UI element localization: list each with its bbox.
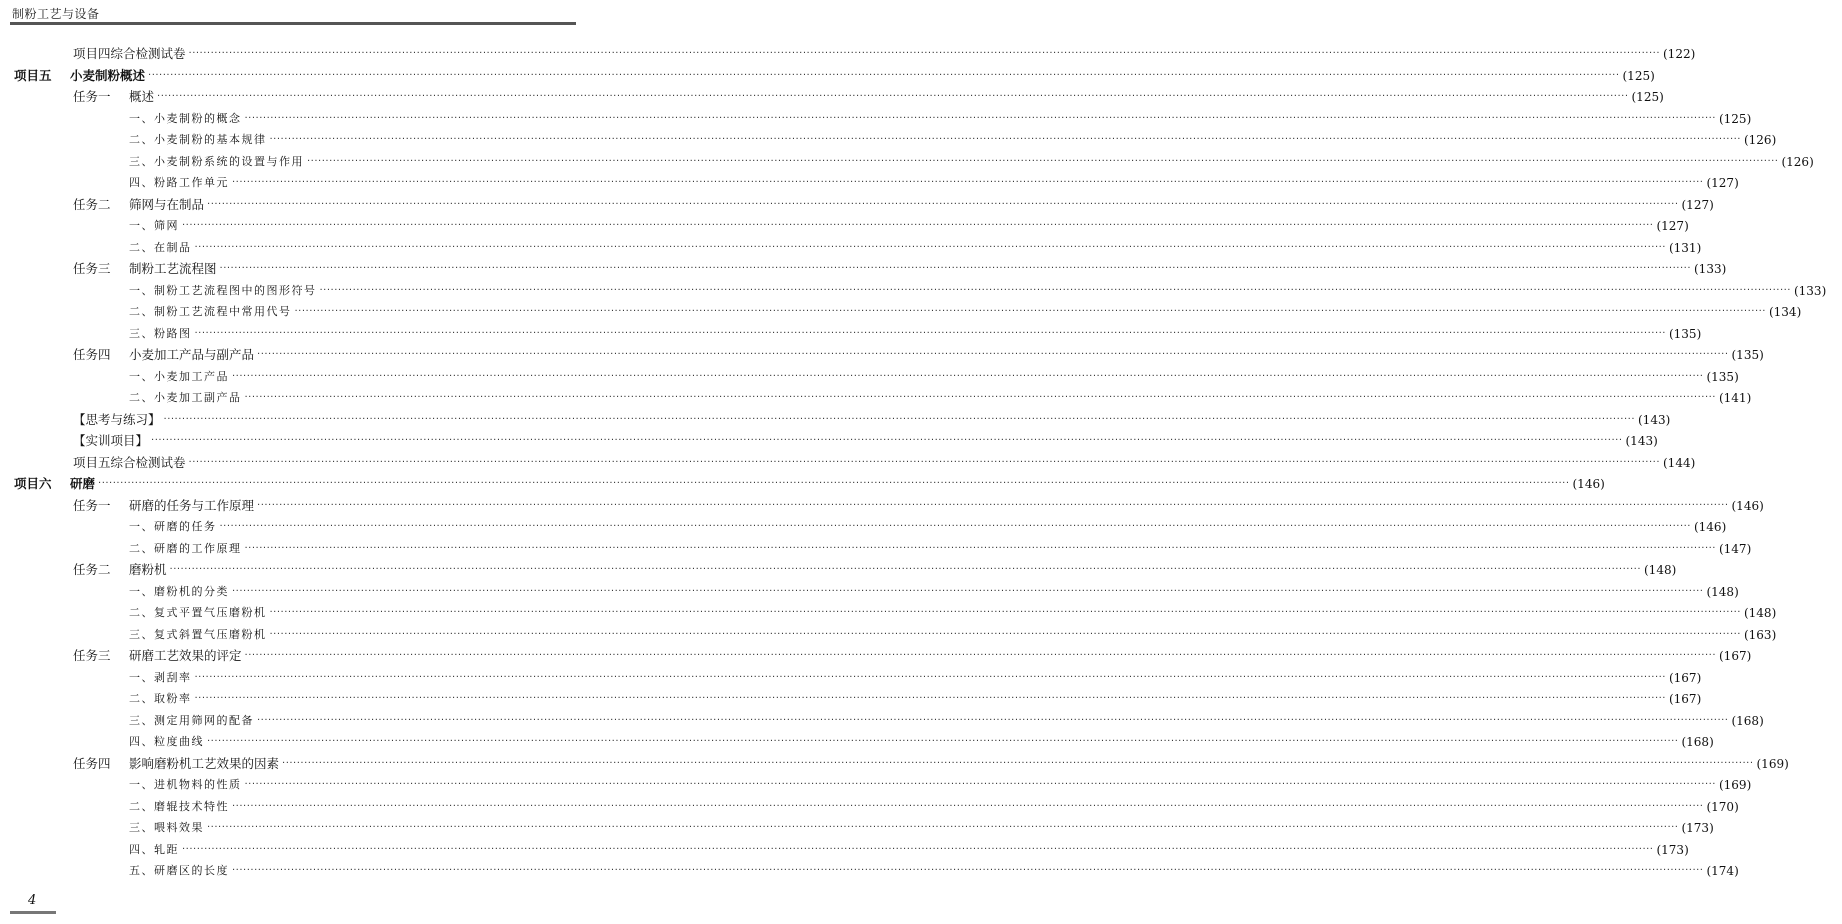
toc-entry-title: 五、研磨区的长度 — [129, 864, 229, 877]
toc-entry — [0, 281, 1827, 301]
toc-entry-title-group — [129, 711, 254, 731]
toc-entry-title: 概述 — [129, 89, 155, 104]
toc-entry-title: 研磨 — [70, 476, 96, 491]
dot-leader: ················································································································································································································································································································································································································ — [194, 671, 1666, 683]
toc-entry-title-group — [129, 582, 229, 602]
toc-entry — [0, 732, 1714, 752]
toc-entry-label: 任务一 — [73, 89, 111, 104]
toc-entry — [0, 259, 1727, 279]
toc-entry-title-group — [73, 44, 186, 64]
toc-entry-title: 四、轧距 — [129, 842, 179, 856]
toc-entry-label: 任务四 — [73, 347, 111, 362]
dot-leader: ················································································································································································································································································································································································································ — [207, 198, 1679, 210]
toc-entry-title: 一、制粉工艺流程图中的图形符号 — [129, 283, 317, 297]
toc-entry — [0, 238, 1702, 258]
toc-entry-title-group — [129, 689, 192, 709]
toc-entry-title-group — [14, 474, 95, 494]
dot-leader: ················································································································································································································································································································································································································ — [232, 800, 1704, 812]
toc-entry-label: 任务三 — [73, 261, 111, 276]
toc-entry-page: (144) — [1663, 455, 1696, 470]
toc-entry-page: (135) — [1706, 369, 1739, 384]
toc-entry-title-group — [73, 646, 242, 666]
toc-entry-page: (174) — [1706, 864, 1739, 878]
toc-entry-title-group — [73, 410, 161, 430]
toc-entry-title-group — [129, 732, 204, 752]
toc-entry-page: (141) — [1718, 391, 1752, 405]
toc-entry-title-group — [129, 775, 242, 795]
toc-entry — [0, 603, 1777, 623]
dot-leader: ················································································································································································································································································································································································································ — [188, 48, 1660, 59]
toc-entry-title-group — [73, 453, 186, 473]
toc-entry-label: 任务一 — [73, 497, 111, 513]
toc-entry-title: 三、喂料效果 — [129, 821, 204, 834]
toc-entry-title: 二、复式平置气压磨粉机 — [129, 606, 267, 619]
dot-leader: ················································································································································································································································································································································································································ — [151, 435, 1623, 446]
dot-leader: ················································································································································································································································································································································································································ — [244, 112, 1716, 124]
toc-entry-title: 一、剥刮率 — [129, 670, 192, 684]
toc-entry-label: 任务二 — [73, 562, 111, 577]
toc-entry-page: (135) — [1668, 326, 1702, 341]
toc-entry — [0, 754, 1789, 774]
dot-leader: ················································································································································································································································································································································································································ — [157, 91, 1629, 102]
toc-entry-page: (143) — [1625, 434, 1658, 448]
toc-entry-title-group — [129, 324, 192, 344]
toc-entry-page: (167) — [1719, 649, 1752, 663]
toc-entry-page: (133) — [1694, 262, 1727, 276]
dot-leader: ················································································································································································································································································································································································································ — [194, 693, 1666, 704]
toc-entry-title-group — [129, 603, 267, 623]
dot-leader: ················································································································································································································································································································································································································ — [282, 757, 1754, 769]
dot-leader: ················································································································································································································································································································································································································ — [219, 263, 1691, 274]
dot-leader: ················································································································································································································································································································································································································ — [194, 241, 1666, 253]
toc-entry-title-group — [129, 818, 204, 838]
toc-entry — [0, 582, 1739, 602]
toc-entry — [0, 453, 1696, 473]
toc-entry — [0, 840, 1689, 860]
toc-entry-title: 小麦制粉概述 — [70, 67, 146, 83]
toc-entry-page: (148) — [1644, 563, 1677, 577]
toc-entry-title-group — [129, 130, 267, 150]
toc-entry — [0, 216, 1689, 236]
toc-entry — [0, 152, 1814, 172]
toc-entry-title-group — [129, 840, 179, 860]
dot-leader: ················································································································································································································································································································································································································ — [182, 843, 1654, 855]
toc-entry — [0, 44, 1696, 64]
toc-entry — [0, 367, 1739, 387]
toc-entry-title: 四、粉路工作单元 — [129, 176, 229, 189]
toc-entry-title-group — [129, 861, 229, 881]
toc-entry — [0, 66, 1655, 86]
toc-entry — [0, 431, 1658, 451]
dot-leader: ················································································································································································································································································································································································································ — [182, 220, 1654, 231]
toc-entry — [0, 668, 1702, 688]
toc-entry-title: 二、取粉率 — [129, 692, 192, 705]
dot-leader: ················································································································································································································································································································································································································ — [232, 370, 1704, 382]
toc-entry-title-group — [129, 173, 229, 193]
dot-leader: ················································································································································································································································································································································································································ — [148, 69, 1620, 81]
toc-entry-page: (127) — [1656, 219, 1689, 233]
dot-leader: ················································································································································································································································································································································································································ — [232, 865, 1704, 876]
toc-entry-title: 一、进机物料的性质 — [129, 778, 242, 791]
toc-entry-page: (127) — [1681, 197, 1714, 212]
toc-entry — [0, 539, 1752, 559]
toc-entry-title-group — [129, 517, 217, 537]
toc-entry — [0, 689, 1702, 709]
toc-entry-page: (146) — [1693, 520, 1727, 534]
toc-entry — [0, 625, 1777, 645]
toc-entry-title-group — [129, 109, 242, 129]
toc-entry-title-group — [129, 281, 317, 301]
running-header-title: 制粉工艺与设备 — [12, 7, 100, 21]
toc-entry-title: 二、磨辊技术特性 — [129, 799, 229, 813]
toc-entry — [0, 130, 1777, 150]
toc-entry — [0, 173, 1739, 193]
toc-entry — [0, 775, 1752, 795]
toc-entry-page: (122) — [1663, 47, 1696, 61]
toc-entry — [0, 87, 1664, 107]
dot-leader: ················································································································································································································································································································································································································ — [244, 779, 1716, 790]
toc-entry-title: 一、筛网 — [129, 219, 179, 232]
toc-entry-title: 【思考与练习】 — [73, 411, 161, 427]
toc-entry — [0, 345, 1764, 365]
toc-entry-title-group — [73, 754, 279, 774]
toc-entry-title-group — [129, 152, 304, 172]
toc-entry-page: (167) — [1668, 692, 1702, 706]
dot-leader: ················································································································································································································································································································································································································ — [257, 349, 1729, 360]
toc-entry-label: 任务三 — [73, 648, 111, 663]
toc-entry-title: 影响磨粉机工艺效果的因素 — [129, 755, 280, 771]
toc-entry-page: (148) — [1743, 606, 1777, 620]
toc-entry-page: (125) — [1622, 68, 1655, 83]
toc-entry-title: 二、在制品 — [129, 240, 192, 254]
dot-leader: ················································································································································································································································································································································································································ — [188, 456, 1660, 468]
toc-entry-title: 三、小麦制粉系统的设置与作用 — [129, 154, 304, 168]
toc-entry-page: (146) — [1731, 498, 1764, 513]
dot-leader: ················································································································································································································································································································································································································ — [98, 478, 1570, 489]
dot-leader: ················································································································································································································································································································································································································ — [257, 499, 1729, 511]
toc-entry-page: (134) — [1768, 305, 1802, 319]
toc-entry-title: 项目五综合检测试卷 — [73, 454, 186, 470]
toc-entry — [0, 818, 1714, 838]
toc-entry-page: (167) — [1668, 670, 1702, 685]
toc-entry-page: (126) — [1743, 133, 1777, 147]
dot-leader: ················································································································································································································································································································································································································ — [169, 564, 1641, 575]
toc-entry-title: 一、磨粉机的分类 — [129, 584, 229, 598]
dot-leader: ················································································································································································································································································································································································································ — [244, 392, 1716, 403]
toc-entry-title: 制粉工艺流程图 — [129, 261, 217, 276]
dot-leader: ················································································································································································································································································································································································································ — [269, 628, 1741, 640]
toc-entry-title-group — [129, 625, 267, 645]
toc-entry-title-group — [73, 560, 167, 580]
dot-leader: ················································································································································································································································································································································································································ — [244, 542, 1716, 554]
dot-leader: ················································································································································································································································································································································································································ — [207, 822, 1679, 833]
dot-leader: ················································································································································································································································································································································································································ — [232, 177, 1704, 188]
toc-entry — [0, 388, 1752, 408]
toc-entry-page: (168) — [1731, 713, 1764, 728]
toc-entry-title: 二、制粉工艺流程中常用代号 — [129, 305, 292, 318]
toc-entry-title-group — [129, 216, 179, 236]
toc-entry-title-group — [129, 388, 242, 408]
toc-entry-label: 任务二 — [73, 196, 111, 212]
toc-entry-page: (168) — [1681, 735, 1714, 749]
dot-leader: ················································································································································································································································································································································································································ — [244, 650, 1716, 661]
toc-entry-page: (133) — [1793, 283, 1827, 298]
toc-entry-page: (173) — [1681, 821, 1714, 835]
toc-entry-title: 二、小麦加工副产品 — [129, 391, 242, 404]
toc-entry — [0, 560, 1677, 580]
toc-entry-title: 三、复式斜置气压磨粉机 — [129, 627, 267, 641]
dot-leader: ················································································································································································································································································································································································································ — [194, 327, 1666, 339]
toc-entry-title: 研磨工艺效果的评定 — [129, 648, 242, 663]
toc-entry-page: (131) — [1668, 240, 1702, 255]
toc-entry-title-group — [129, 668, 192, 688]
toc-entry-title-group — [73, 496, 254, 516]
toc-entry-title-group — [73, 195, 204, 215]
dot-leader: ················································································································································································································································································································································································································ — [163, 413, 1635, 425]
dot-leader: ················································································································································································································································································································································································································ — [269, 134, 1741, 145]
toc-entry-title: 四、粒度曲线 — [129, 735, 204, 748]
toc-entry-title-group — [73, 259, 217, 279]
header-rule — [10, 22, 576, 25]
toc-entry-title-group — [129, 302, 292, 322]
dot-leader: ················································································································································································································································································································································································································ — [294, 306, 1766, 317]
toc-entry-title: 三、测定用筛网的配备 — [129, 713, 254, 727]
toc-entry-title: 研磨的任务与工作原理 — [129, 497, 255, 513]
toc-entry-title: 一、小麦加工产品 — [129, 369, 229, 383]
page-number: 4 — [28, 893, 37, 908]
toc-entry-page: (143) — [1638, 412, 1671, 427]
toc-entry-title: 一、小麦制粉的概念 — [129, 111, 242, 125]
toc-entry-label: 项目五 — [14, 67, 52, 83]
toc-entry-title: 二、小麦制粉的基本规律 — [129, 133, 267, 146]
toc-entry-page: (173) — [1656, 842, 1689, 857]
toc-entry-title-group — [73, 431, 148, 451]
toc-entry-page: (125) — [1631, 90, 1664, 104]
toc-entry-page: (146) — [1572, 477, 1605, 491]
toc-entry — [0, 474, 1605, 494]
toc-entry — [0, 302, 1802, 322]
toc-entry — [0, 517, 1727, 537]
toc-entry-page: (148) — [1706, 584, 1739, 599]
dot-leader: ················································································································································································································································································································································································································ — [232, 585, 1704, 597]
toc-entry-title: 磨粉机 — [129, 562, 167, 577]
toc-entry-page: (127) — [1706, 176, 1739, 190]
toc-entry-title: 项目四综合检测试卷 — [73, 46, 186, 61]
toc-entry-title: 小麦加工产品与副产品 — [129, 347, 255, 362]
dot-leader: ················································································································································································································································································································································································································ — [319, 284, 1791, 296]
toc-entry-title-group — [73, 87, 154, 107]
toc-entry-title: 三、粉路图 — [129, 326, 192, 340]
toc-entry-page: (169) — [1756, 756, 1789, 771]
toc-entry — [0, 109, 1752, 129]
toc-entry-label: 任务四 — [73, 755, 111, 771]
toc-entry-title: 筛网与在制品 — [129, 196, 205, 212]
toc-entry-title: 【实训项目】 — [73, 433, 149, 448]
toc-entry-page: (135) — [1731, 348, 1764, 362]
dot-leader: ················································································································································································································································································································································································································ — [269, 607, 1741, 618]
toc-entry-title-group — [14, 66, 145, 86]
toc-entry — [0, 496, 1764, 516]
toc-entry — [0, 711, 1764, 731]
footer-rule — [10, 911, 56, 914]
toc-entry-page: (163) — [1743, 627, 1777, 642]
toc-entry-label: 项目六 — [14, 476, 52, 491]
dot-leader: ················································································································································································································································································································································································································ — [307, 155, 1779, 167]
toc-entry-page: (126) — [1781, 154, 1814, 169]
toc-entry — [0, 646, 1752, 666]
toc-entry-title-group — [129, 797, 229, 817]
toc-entry — [0, 797, 1739, 817]
toc-entry-page: (169) — [1718, 778, 1752, 792]
dot-leader: ················································································································································································································································································································································································································ — [257, 714, 1729, 726]
toc-entry-page: (147) — [1718, 541, 1752, 556]
toc-entry-title-group — [73, 345, 254, 365]
toc-entry-page: (125) — [1718, 111, 1752, 126]
toc-entry — [0, 195, 1714, 215]
toc-entry-title: 二、研磨的工作原理 — [129, 541, 242, 555]
toc-entry — [0, 410, 1671, 430]
toc-entry-title-group — [129, 367, 229, 387]
toc-entry-title-group — [129, 539, 242, 559]
dot-leader: ················································································································································································································································································································································································································ — [219, 521, 1691, 532]
toc-entry — [0, 324, 1702, 344]
toc-entry — [0, 861, 1739, 881]
toc-entry-page: (170) — [1706, 799, 1739, 814]
toc-entry-title: 一、研磨的任务 — [129, 520, 217, 533]
toc-entry-title-group — [129, 238, 192, 258]
dot-leader: ················································································································································································································································································································································································································ — [207, 736, 1679, 747]
